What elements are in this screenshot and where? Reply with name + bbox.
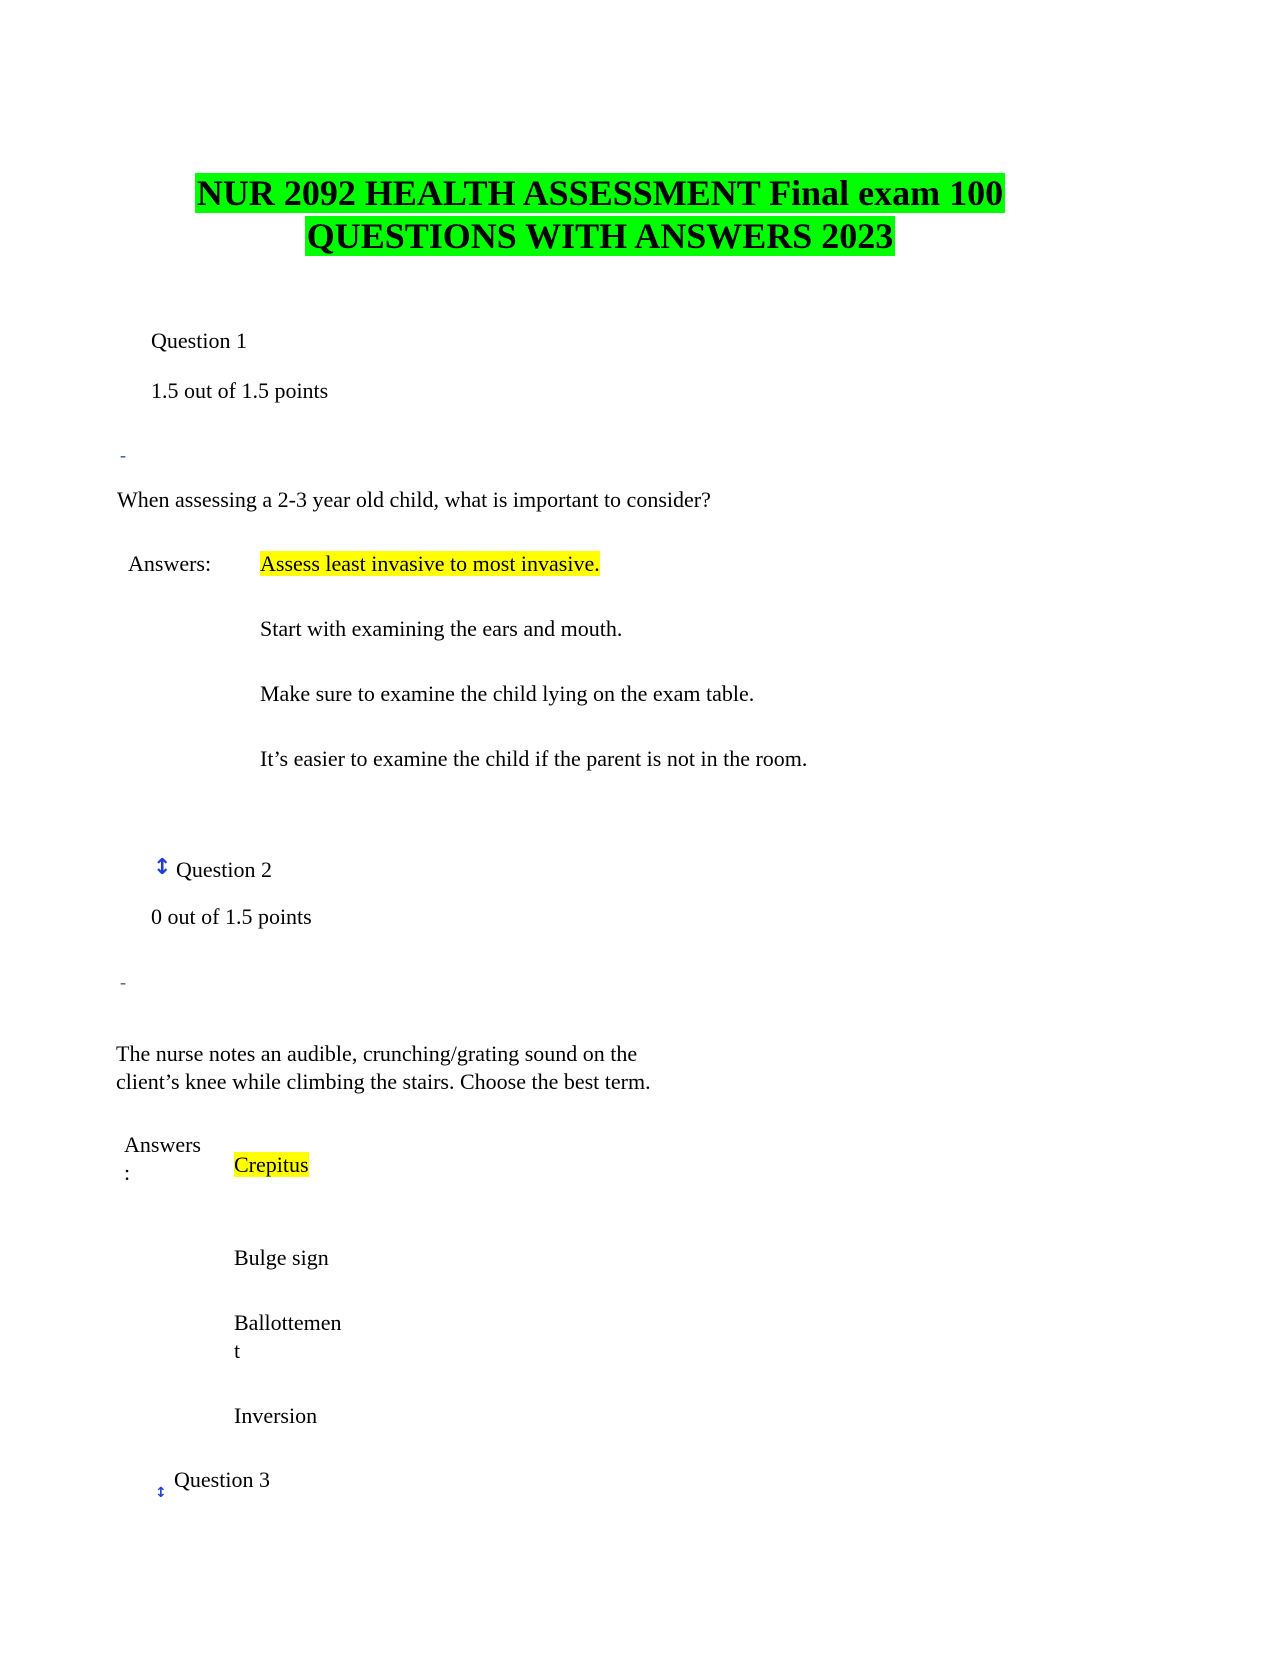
title-line-1: NUR 2092 HEALTH ASSESSMENT Final exam 100 bbox=[196, 173, 1004, 213]
question-1-prompt: When assessing a 2-3 year old child, what is important to consider? bbox=[117, 487, 711, 512]
document-title bbox=[140, 172, 1060, 258]
answer-correct: Assess least invasive to most invasive. bbox=[260, 551, 600, 576]
question-2-heading: Question 2 bbox=[176, 857, 272, 882]
reorder-arrows-icon[interactable]: ↕ bbox=[153, 855, 172, 880]
answers-label-colon: : bbox=[124, 1160, 131, 1185]
answer-option: Ballottemen bbox=[234, 1310, 342, 1335]
question-2-prompt-line-1: The nurse notes an audible, crunching/grating sound on the bbox=[116, 1041, 638, 1066]
question-2-points: 0 out of 1.5 points bbox=[151, 904, 312, 929]
answer-option: Make sure to examine the child lying on the exam table. bbox=[260, 681, 755, 706]
answer-option: Start with examining the ears and mouth. bbox=[260, 616, 623, 641]
answer-option: Bulge sign bbox=[234, 1245, 329, 1270]
question-2-prompt-line-2: client’s knee while climbing the stairs. Choose the best term. bbox=[116, 1069, 651, 1094]
answers-label: Answers: bbox=[128, 551, 212, 576]
answer-option: Inversion bbox=[234, 1403, 318, 1428]
title-line-2: QUESTIONS WITH ANSWERS 2023 bbox=[306, 216, 894, 256]
question-3-heading: Question 3 bbox=[174, 1467, 270, 1492]
reorder-arrows-icon[interactable]: ↕ bbox=[155, 1485, 167, 1501]
question-1-heading: Question 1 bbox=[151, 328, 247, 353]
answers-label: Answers bbox=[124, 1132, 201, 1157]
answer-correct: Crepitus bbox=[234, 1152, 309, 1177]
answer-option: It’s easier to examine the child if the parent is not in the room. bbox=[260, 746, 808, 771]
answer-option-wrap: t bbox=[234, 1338, 241, 1363]
separator-dash: - bbox=[120, 445, 126, 465]
separator-dash: - bbox=[120, 972, 126, 992]
question-1-points: 1.5 out of 1.5 points bbox=[151, 378, 329, 403]
